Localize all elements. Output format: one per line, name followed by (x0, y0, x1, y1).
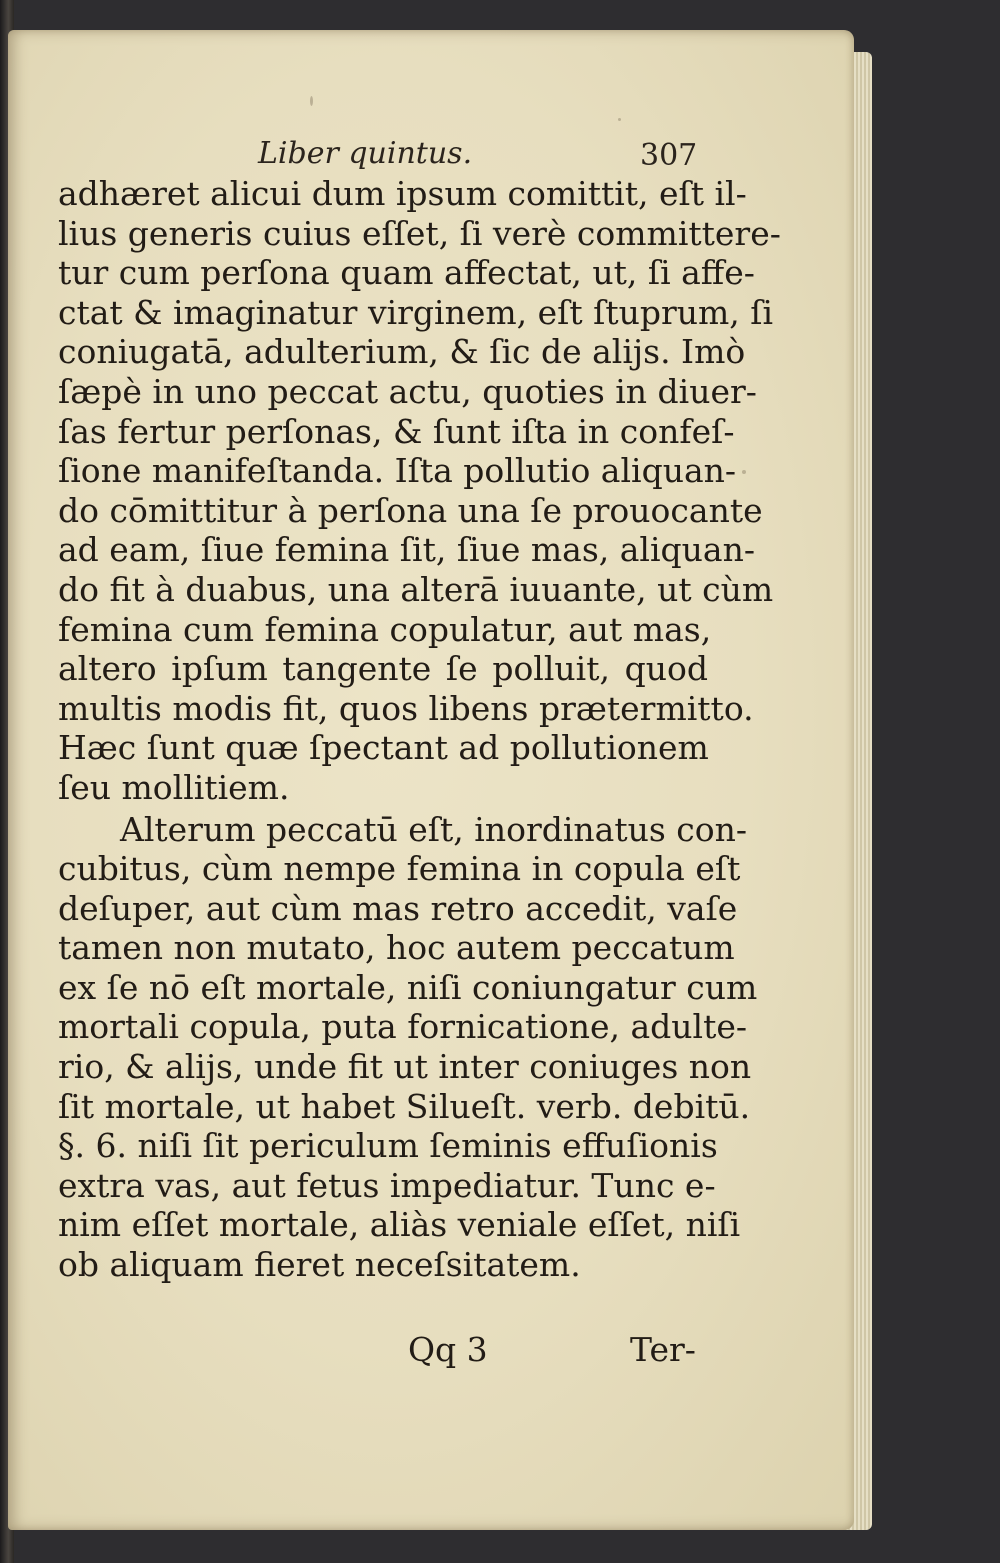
text-line: altero ipſum tangente ſe polluit, quod (58, 649, 708, 689)
running-head: Liber quintus. (258, 136, 473, 171)
text-line: coniugatā, adulterium, & ſic de alijs. Imò (58, 332, 746, 372)
text-line: multis modis fit, quos libens prætermitto. (58, 688, 754, 728)
text-line: rio, & alijs, unde fit ut inter coniuges non (58, 1047, 752, 1087)
paper-mark (618, 118, 621, 121)
paper-mark (742, 470, 746, 474)
paragraph (58, 174, 781, 808)
catchword: Ter- (630, 1330, 696, 1369)
paragraph (58, 809, 758, 1285)
text-line: do cōmittitur à perſona una ſe prouocante (58, 490, 763, 530)
text-line: ſas fertur perſonas, & ſunt iſta in confeſ- (58, 411, 735, 451)
text-line: cubitus, cùm nempe femina in copula eſt (58, 849, 741, 889)
text-line: ctat & imaginatur virginem, eſt ſtuprum, ſi (58, 292, 774, 332)
text-line: tamen non mutato, hoc autem peccatum (58, 928, 735, 968)
text-line: adhæret alicui dum ipsum comittit, eſt il- (58, 174, 747, 213)
text-line: do fit à duabus, una alterā iuuante, ut cùm (58, 569, 774, 609)
text-line: femina cum femina copulatur, aut mas, (58, 609, 712, 649)
body-text (58, 174, 781, 1285)
text-line: ex ſe nō eſt mortale, niſi coniungatur cum (58, 967, 758, 1007)
signature-mark: Qq 3 (408, 1330, 488, 1369)
text-line: ſione manifeſtanda. Iſta pollutio aliquan- (58, 451, 737, 491)
text-line: ob aliquam fieret neceſsitatem. (58, 1245, 581, 1285)
page-number: 307 (640, 138, 698, 173)
text-line: §. 6. niſi ſit periculum ſeminis effuſionis (58, 1126, 718, 1166)
text-line: ad eam, ſiue femina ſit, ſiue mas, aliquan- (58, 530, 755, 570)
text-line: Alterum peccatū eſt, inordinatus con- (120, 809, 748, 849)
text-line: ſit mortale, ut habet Silueſt. verb. debitū. (58, 1086, 751, 1126)
text-line: Hæc ſunt quæ ſpectant ad pollutionem (58, 728, 709, 768)
text-line: tur cum perſona quam affectat, ut, ſi affe- (58, 253, 755, 293)
text-line: nim eſſet mortale, aliàs veniale eſſet, niſi (58, 1205, 741, 1245)
text-line: mortali copula, puta fornicatione, adulte- (58, 1007, 748, 1047)
text-line: ſæpè in uno peccat actu, quoties in diuer- (58, 371, 757, 411)
text-line: deſuper, aut cùm mas retro accedit, vaſe (58, 888, 738, 928)
text-line: lius generis cuius eſſet, ſi verè committere- (58, 213, 781, 253)
text-line: ſeu mollitiem. (58, 767, 290, 807)
paper-mark (310, 96, 313, 106)
text-line: extra vas, aut fetus impediatur. Tunc e- (58, 1165, 716, 1205)
